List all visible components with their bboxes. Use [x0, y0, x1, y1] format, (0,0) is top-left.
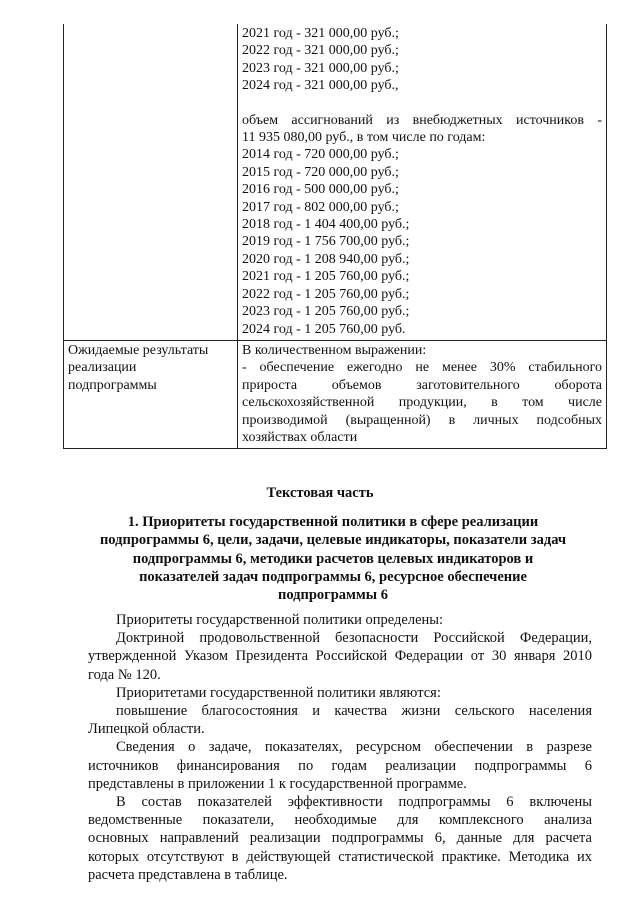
offbudget-intro: объем ассигнований из внебюджетных источников - [242, 112, 602, 128]
results-line: производимой (выращенной) в личных подсобных [242, 412, 602, 428]
paragraph-line: Сведения о задаче, показателях, ресурсном обеспечении в разрезе [116, 739, 592, 756]
results-label-line: реализации [68, 360, 137, 376]
paragraph-line: Липецкой области. [88, 721, 205, 738]
paragraph-line: утвержденной Указом Президента Российской Федерации от 30 января 2010 [88, 648, 592, 665]
funding-line: 2022 год - 321 000,00 руб.; [242, 43, 399, 59]
paragraph-line: расчета представлена в таблице. [88, 866, 288, 883]
paragraph-line: повышение благосостояния и качества жизни сельского населения [116, 703, 592, 720]
section-title: Текстовая часть [266, 485, 374, 501]
funding-label-cell [64, 24, 238, 340]
offbudget-year-line: 2024 год - 1 205 760,00 руб. [242, 321, 406, 337]
results-line: прироста объемов заготовительного оборота [242, 377, 602, 393]
offbudget-year-line: 2022 год - 1 205 760,00 руб.; [242, 286, 410, 302]
section-heading [88, 513, 578, 604]
offbudget-year-line: 2015 год - 720 000,00 руб.; [242, 164, 399, 180]
paragraph-line: Доктриной продовольственной безопасности Российской Федерации, [116, 630, 592, 647]
paragraph-line: В состав показателей эффективности подпрограммы 6 включены [116, 794, 592, 811]
paragraph-line: источников финансирования по годам реализации подпрограммы 6 [88, 757, 592, 774]
heading-line: подпрограммы 6 [277, 587, 389, 604]
heading-line: 1. Приоритеты государственной политики в сфере реализации [127, 514, 539, 530]
offbudget-year-line: 2016 год - 500 000,00 руб.; [242, 182, 399, 198]
paragraph-line: основных направлений реализации подпрограммы 6, данные для расчета [88, 830, 592, 847]
offbudget-year-line: 2020 год - 1 208 940,00 руб.; [242, 251, 410, 267]
paragraph-line: ведомственные показатели, необходимые для комплексного анализа [88, 812, 592, 829]
heading-line: показателей задач подпрограммы 6, ресурсное обеспечение [139, 568, 527, 585]
results-line: хозяйствах области [242, 429, 358, 445]
results-label-line: Ожидаемые результаты [68, 342, 209, 358]
heading-line: подпрограммы 6, методики расчетов целевых индикаторов и [132, 550, 534, 567]
results-line: В количественном выражении: [242, 342, 427, 358]
results-value-cell [238, 340, 607, 448]
offbudget-year-line: 2014 год - 720 000,00 руб.; [242, 147, 399, 163]
paragraph-line: года № 120. [88, 666, 161, 683]
results-label-cell [64, 340, 238, 448]
offbudget-year-line: 2018 год - 1 404 400,00 руб.; [242, 217, 410, 233]
budget-table [63, 24, 607, 449]
offbudget-total: 11 935 080,00 руб., в том числе по годам: [242, 130, 486, 146]
funding-line: 2024 год - 321 000,00 руб., [242, 78, 399, 94]
results-line: - обеспечение ежегодно не менее 30% стабильного [242, 360, 602, 376]
offbudget-year-line: 2023 год - 1 205 760,00 руб.; [242, 304, 410, 320]
paragraph-line: которых отсутствуют в действующей статистической практике. Методика их [88, 848, 592, 865]
results-row [64, 340, 607, 448]
offbudget-year-line: 2017 год - 802 000,00 руб.; [242, 199, 399, 215]
funding-value-cell [238, 24, 607, 340]
offbudget-year-line: 2021 год - 1 205 760,00 руб.; [242, 269, 410, 285]
paragraph: Приоритетами государственной политики являются: [116, 684, 441, 701]
paragraph-line: представлены в приложении 1 к государственной программе. [88, 775, 467, 792]
results-label-line: подпрограммы [68, 377, 157, 393]
offbudget-year-line: 2019 год - 1 756 700,00 руб.; [242, 234, 410, 250]
funding-line: 2021 год - 321 000,00 руб.; [242, 26, 399, 41]
results-line: сельскохозяйственной продукции, в том числе [242, 395, 602, 411]
heading-line: подпрограммы 6, цели, задачи, целевые индикаторы, показатели задач [99, 532, 567, 549]
funding-row [64, 24, 607, 340]
body-text [88, 611, 592, 884]
paragraph: Приоритеты государственной политики определены: [116, 612, 444, 628]
funding-line: 2023 год - 321 000,00 руб.; [242, 60, 399, 76]
